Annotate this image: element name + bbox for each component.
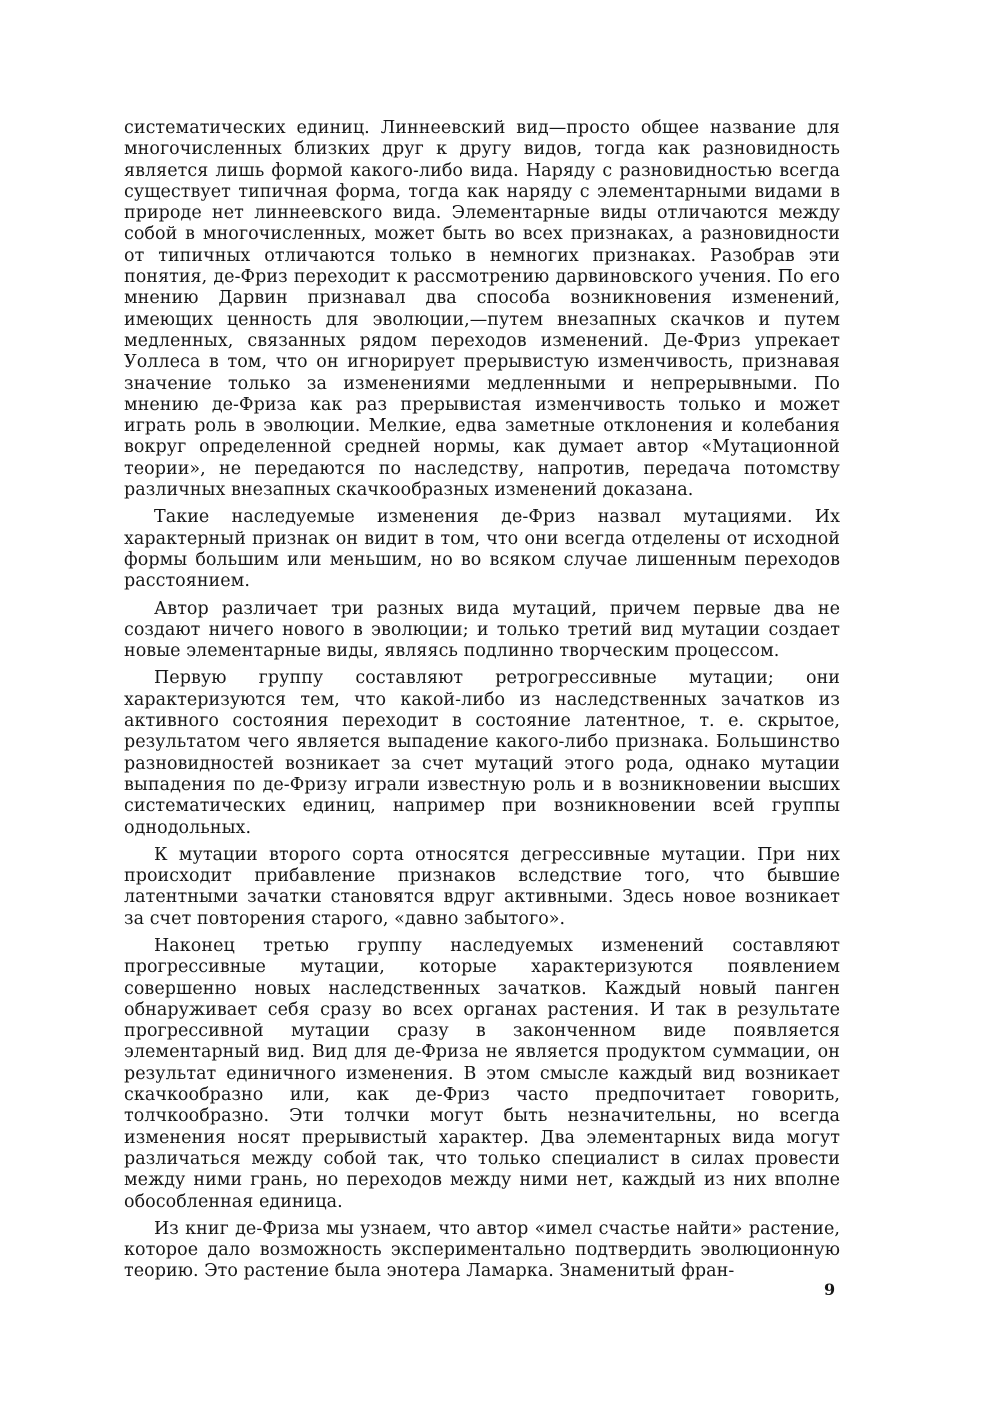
page-number: 9 [824, 1280, 836, 1299]
paragraph-progressive: Наконец третью группу наследуемых изменений составляют прогрессивные мутации, которые характеризуются появлением совершенно новых наследственных зачатков. Каждый новый панген обнаруживает себя сразу во всех органах растения. И так в результате прогрессивной мутации сразу в законченном виде появляется элементарный вид. Вид для де-Фриза не является продуктом суммации, он результат единичного изменения. В этом смысле каждый вид возникает скачкообразно или, как де-Фриз часто предпочитает говорить, толчкообразно. Эти толчки могут быть незначительны, но всегда изменения носят прерывистый характер. Два элементарных вида могут различаться между собой так, что только специалист в силах провести между ними грань, но переходов между ними нет, каждый из них вполне обособленная единица. [124, 935, 840, 1212]
paragraph-three-types: Автор различает три разных вида мутаций, причем первые два не создают ничего нового в эволюции; и только третий вид мутации создает новые элементарные виды, являясь подлинно творческим процессом. [124, 598, 840, 662]
paragraph-continuation: систематических единиц. Линнеевский вид—просто общее название для многочисленных близких друг к другу видов, тогда как разновидность является лишь формой какого-либо вида. Наряду с разновидностью всегда существует типичная форма, тогда как наряду с элементарными видами в природе нет линнеевского вида. Элементарные виды отличаются между собой в многочисленных, может быть во всех признаках, а разновидности от типичных отличаются только в немногих признаках. Разобрав эти понятия, де-Фриз переходит к рассмотрению дарвиновского учения. По его мнению Дарвин признавал два способа возникновения изменений, имеющих ценность для эволюции,—путем внезапных скачков и путем медленных, связанных рядом переходов изменений. Де-Фриз упрекает Уоллеса в том, что он игнорирует прерывистую изменчивость, признавая значение только за изменениями медленными и непрерывными. По мнению де-Фриза как раз прерывистая изменчивость только и может играть роль в эволюции. Мелкие, едва заметные отклонения и колебания вокруг определенной средней нормы, как думает автор «Мутационной теории», не передаются по наследству, напротив, передача потомству различных внезапных скачкообразных изменений доказана. [124, 118, 840, 501]
paragraph-degressive: К мутации второго сорта относятся дегрессивные мутации. При них происходит прибавление признаков вследствие того, что бывшие латентными зачатки становятся вдруг активными. Здесь новое возникает за счет повторения старого, «давно забытого». [124, 844, 840, 929]
paragraph-retrogressive: Первую группу составляют ретрогрессивные мутации; они характеризуются тем, что какой-либо из наследственных зачатков из активного состояния переходит в состояние латентное, т. е. скрытое, результатом чего является выпадение какого-либо признака. Большинство разновидностей возникает за счет мутаций этого рода, однако мутации выпадения по де-Фризу играли известную роль и в возникновении высших систематических единиц, например при возникновении всей группы однодольных. [124, 668, 840, 838]
body-text [124, 118, 840, 1289]
paragraph-mutations-definition: Такие наследуемые изменения де-Фриз назвал мутациями. Их характерный признак он видит в том, что они всегда отделены от исходной формы большим или меньшим, но во всяком случае лишенным переходов расстоянием. [124, 507, 840, 592]
paragraph-oenothera: Из книг де-Фриза мы узнаем, что автор «имел счастье найти» растение, которое дало возможность экспериментально подтвердить эволюционную теорию. Это растение была энотера Ламарка. Знаменитый фран- [124, 1218, 840, 1282]
